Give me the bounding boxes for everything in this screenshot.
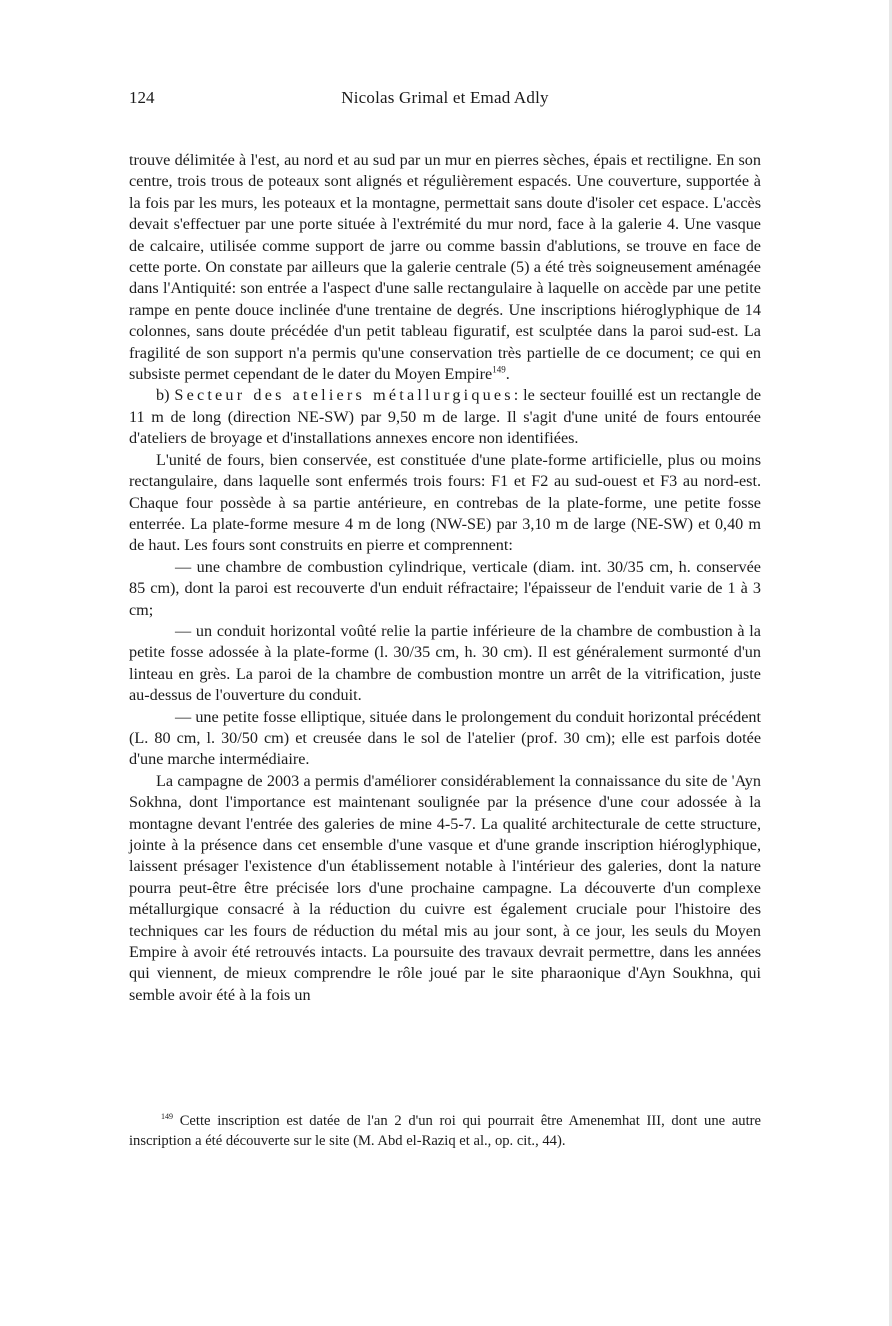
- body-text: [129, 150, 761, 1006]
- footnote: [129, 1112, 761, 1151]
- paragraph-text: trouve délimitée à l'est, au nord et au sud par un mur en pierres sèches, épais et rectiligne. En son centre, trois trous de poteaux sont alignés et régulièrement espacés. Une couverture, supportée à la fois par les murs, les poteaux et la montagne, permettait sans doute d'isoler cet espace. L'accès devait s'effectuer par une porte située à l'extrémité du mur nord, face à la galerie 4. Une vasque de calcaire, utilisée comme support de jarre ou comme bassin d'ablutions, se trouve en face de cette porte. On constate par ailleurs que la galerie centrale (5) a été très soigneusement aménagée dans l'Antiquité: son entrée a l'aspect d'une salle rectangulaire à laquelle on accède par une petite rampe en pente douce inclinée d'une trentaine de degrés. Une inscriptions hiéroglyphique de 14 colonnes, sans doute précédée d'un petit tableau figuratif, est sculptée dans la paroi sud-est. La fragilité de son support n'a permis qu'une conservation très partielle de ce document; ce qui en subsiste permet cependant de le dater du Moyen Empire: [129, 151, 761, 384]
- paragraph: [129, 385, 761, 449]
- paragraph-text: : le secteur fouillé est un rectangle de 11 m de long (direction NE-SW) par 9,50 m de large. Il s'agit d'une unité de fours entourée d'ateliers de broyage et d'installations annexes encore non identifiées.: [129, 386, 762, 448]
- paragraph: La campagne de 2003 a permis d'améliorer considérablement la connaissance du site de 'Ayn Sokhna, dont l'importance est maintenant soulignée par la présence d'une cour adossée à la montagne devant l'entrée des galeries de mine 4-5-7. La qualité architecturale de cette structure, jointe à la présence dans cet ensemble d'une vasque et d'une grande inscription hiéroglyphique, laissent présager l'existence d'un établissement notable à l'intérieur des galeries, dont la nature pourra peut-être être précisée lors d'une prochaine campagne. La découverte d'un complexe métallurgique consacré à la réduction du cuivre est également cruciale pour l'histoire des techniques car les fours de réduction du métal mis au jour sont, à ce jour, les seuls du Moyen Empire à avoir été retrouvés intacts. La poursuite des travaux devrait permettre, dans les années qui viennent, de mieux comprendre le rôle joué par le site pharaonique d'Ayn Soukhna, qui semble avoir été à la fois un: [129, 771, 761, 1004]
- paragraph: trouve délimitée à l'est, au nord et au sud par un mur en pierres sèches, épais et rectiligne. En son centre, trois trous de poteaux sont alignés et régulièrement espacés. Une couverture, supportée à la fois par les murs, les poteaux et la montagne, permettait sans doute d'isoler cet espace. L'accès devait s'effectuer par une porte située à l'extrémité du mur nord, face à la galerie 4. Une vasque de calcaire, utilisée comme support de jarre ou comme bassin d'ablutions, se trouve en face de cette porte. On constate par ailleurs que la galerie centrale (5) a été très soigneusement aménagée dans l'Antiquité: son entrée a l'aspect d'une salle rectangulaire à laquelle on accède par une petite rampe en pente douce inclinée d'une trentaine de degrés. Une inscriptions hiéroglyphique de 14 colonnes, sans doute précédée d'un petit tableau figuratif, est sculptée dans la paroi sud-est. La fragilité de son support n'a permis qu'une conservation très partielle de ce document; ce qui en subsiste permet cependant de le dater du Moyen Empire$^{149}$.: [129, 151, 761, 384]
- running-header: [129, 88, 761, 118]
- list-item: — une chambre de combustion cylindrique, verticale (diam. int. 30/35 cm, h. conservée 85 cm), dont la paroi est recouverte d'un enduit réfractaire; l'épaisseur de l'enduit varie de 1 à 3 cm;: [129, 557, 761, 619]
- page-number: 124: [129, 88, 155, 107]
- footnote-number: 149: [161, 1112, 173, 1122]
- list-item: — un conduit horizontal voûté relie la partie inférieure de la chambre de combustion à la petite fosse adossée à la plate-forme (l. 30/35 cm, h. 30 cm). Il est généralement surmonté d'un linteau en grès. La paroi de la chambre de combustion montre un arrêt de la vitrification, juste au-dessus de l'ouverture du conduit.: [129, 621, 761, 705]
- section-heading-spaced: Secteur des ateliers métallurgiques: [174, 386, 514, 405]
- page-content: [129, 88, 761, 1006]
- footnote-reference: 149: [492, 364, 506, 375]
- running-title: Nicolas Grimal et Emad Adly: [341, 88, 549, 107]
- section-label: b): [156, 386, 175, 405]
- paragraph: L'unité de fours, bien conservée, est constituée d'une plate-forme artificielle, plus ou moins rectangulaire, dans laquelle sont enfermés trois fours: F1 et F2 au sud-ouest et F3 au nord-est. Chaque four possède à sa partie antérieure, en contrebas de la plate-forme, une petite fosse enterrée. La plate-forme mesure 4 m de long (NW-SE) par 3,10 m de large (NE-SW) et 0,40 m de haut. Les fours sont construits en pierre et comprennent:: [129, 450, 761, 555]
- list-item: — une petite fosse elliptique, située dans le prolongement du conduit horizontal précédent (L. 80 cm, l. 30/50 cm) et creusée dans le sol de l'atelier (prof. 30 cm); elle est parfois dotée d'une marche intermédiaire.: [129, 707, 761, 769]
- footnote-text: Cette inscription est datée de l'an 2 d'un roi qui pourrait être Amenemhat III, dont une autre inscription a été découverte sur le site (M. Abd el-Raziq et al., op. cit., 44).: [129, 1113, 761, 1149]
- footnote-entry: [129, 1112, 761, 1151]
